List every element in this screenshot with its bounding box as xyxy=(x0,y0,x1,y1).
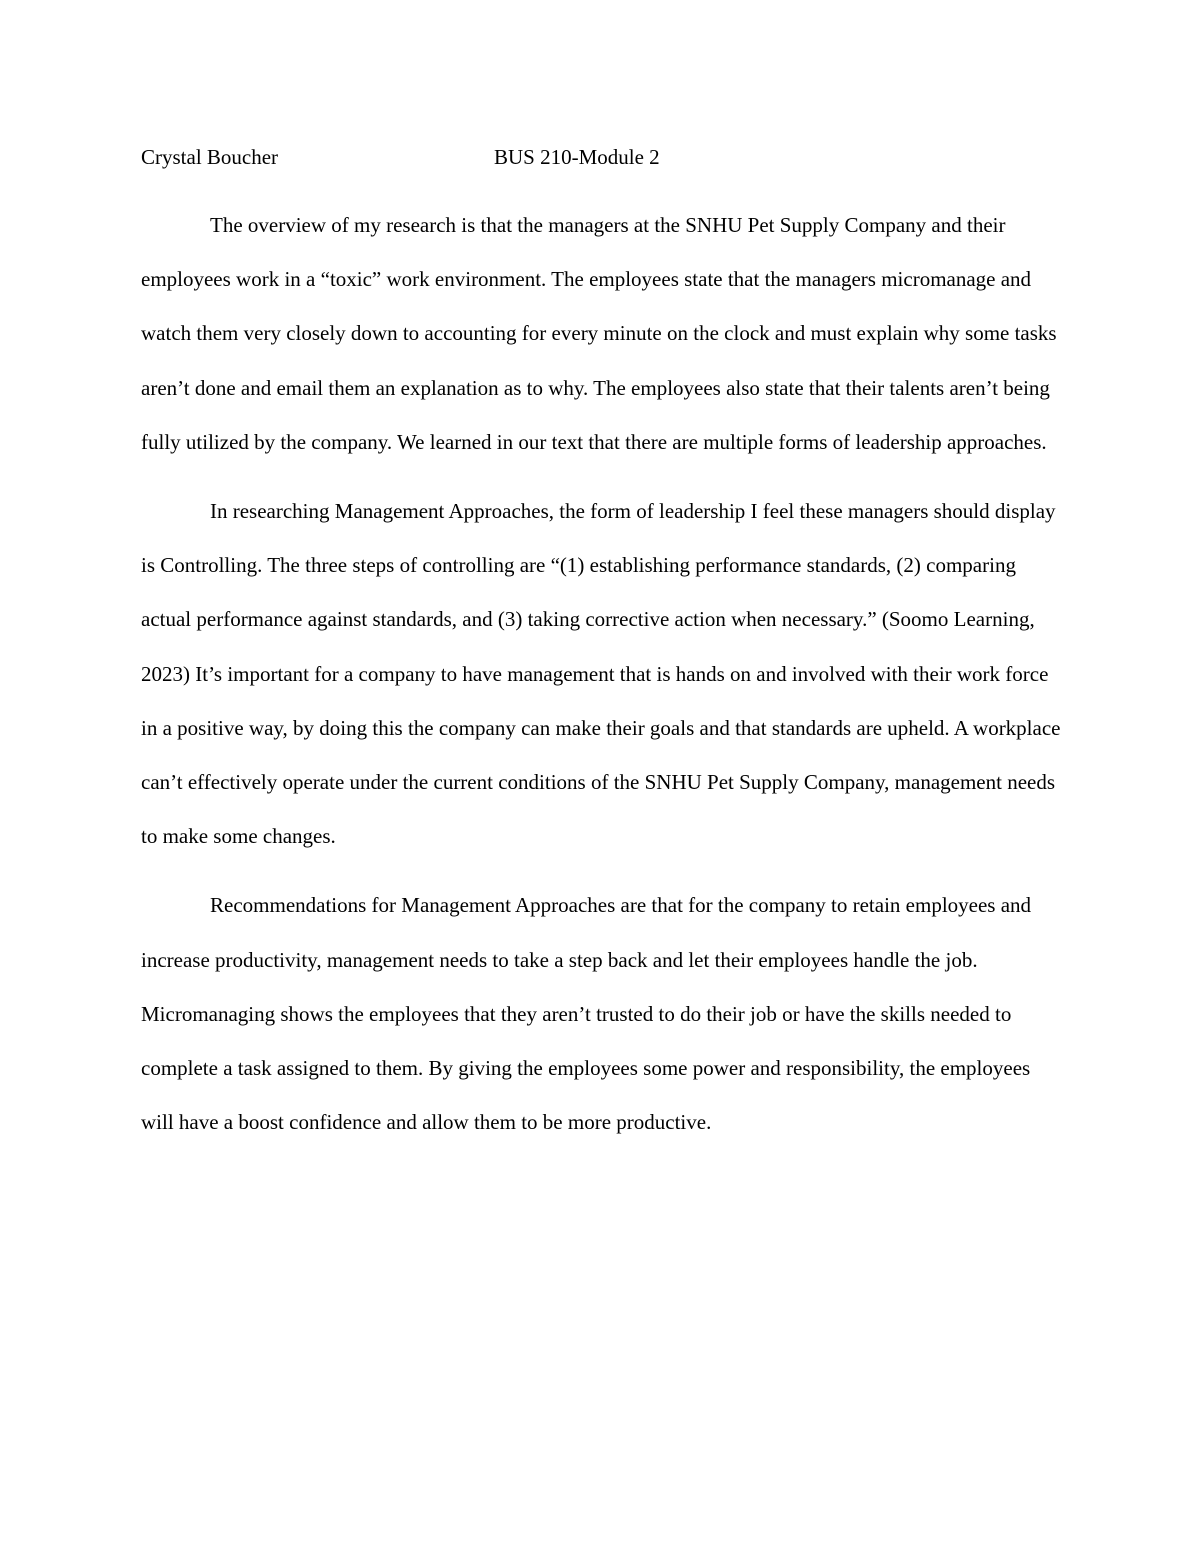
document-header xyxy=(141,140,1061,174)
course-title: BUS 210-Module 2 xyxy=(494,145,660,169)
paragraph-management-approaches: In researching Management Approaches, the form of leadership I feel these managers should display is Controlling. The three steps of controlling are “(1) establishing performance standards, (2) comparing actual performance against standards, and (3) taking corrective action when necessary.” (Soomo Learning, 2023) It’s important for a company to have management that is hands on and involved with their work force in a positive way, by doing this the company can make their goals and that standards are upheld. A workplace can’t effectively operate under the current conditions of the SNHU Pet Supply Company, management needs to make some changes. xyxy=(141,499,1061,849)
paragraph-overview: The overview of my research is that the managers at the SNHU Pet Supply Company and their employees work in a “toxic” work environment. The employees state that the managers micromanage and watch them very closely down to accounting for every minute on the clock and must explain why some tasks aren’t done and email them an explanation as to why. The employees also state that their talents aren’t being fully utilized by the company. We learned in our text that there are multiple forms of leadership approaches. xyxy=(141,213,1057,454)
author-name: Crystal Boucher xyxy=(141,145,279,169)
paragraph-recommendations: Recommendations for Management Approaches are that for the company to retain employees and increase productivity, management needs to take a step back and let their employees handle the job. Micromanaging shows the employees that they aren’t trusted to do their job or have the skills needed to complete a task assigned to them. By giving the employees some power and responsibility, the employees will have a boost confidence and allow them to be more productive. xyxy=(141,893,1032,1135)
document-body xyxy=(141,198,1061,1164)
